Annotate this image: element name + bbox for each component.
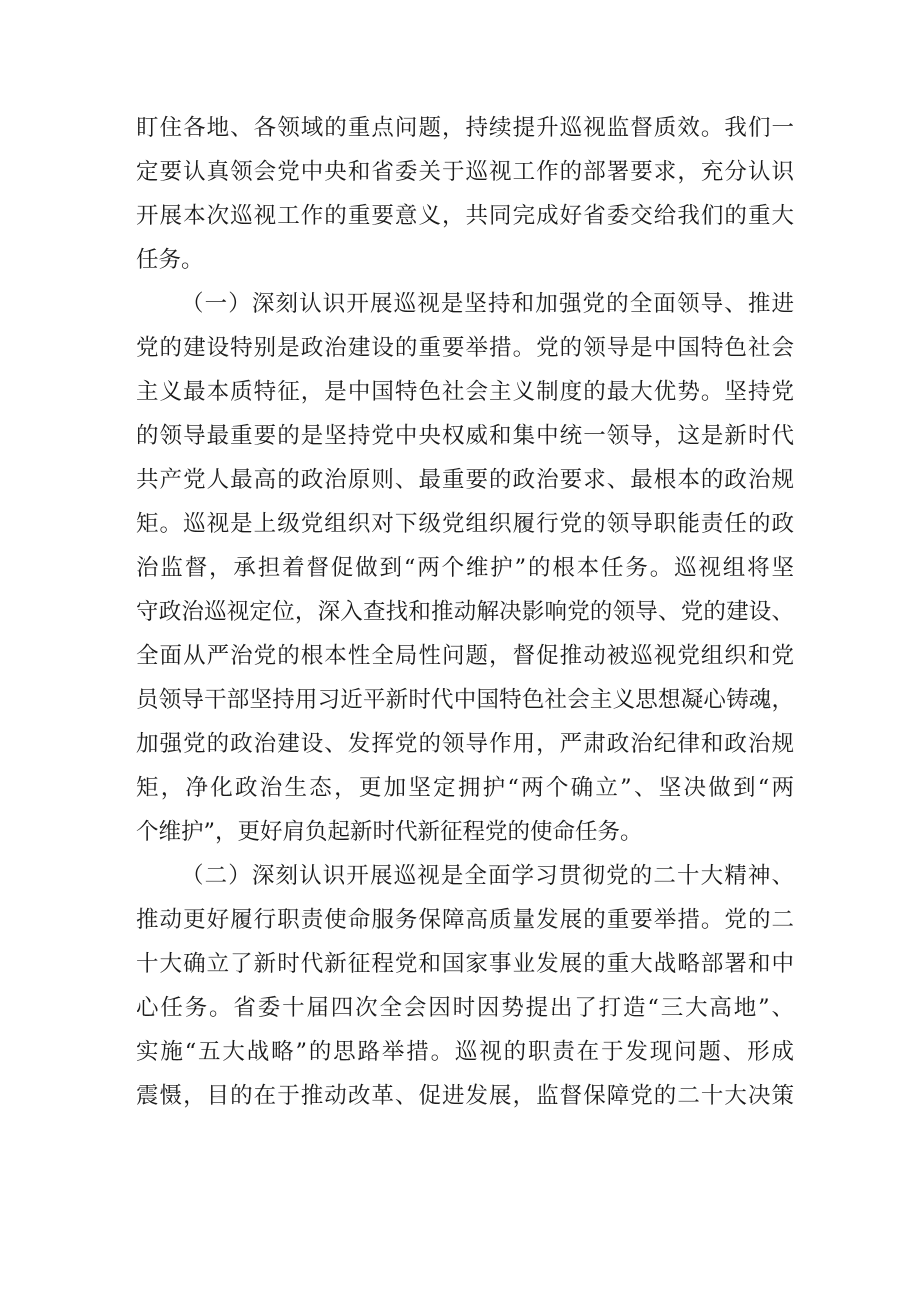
text-line: 实施“五大战略”的思路举措。巡视的职责在于发现问题、形成 [136,1039,794,1065]
text-line: 十大确立了新时代新征程党和国家事业发展的重大战略部署和中 [136,951,794,977]
text-line: 推动更好履行职责使命服务保障高质量发展的重要举措。党的二 [136,907,794,933]
document-body [136,106,794,1118]
text-line: 全面从严治党的根本性全局性问题，督促推动被巡视党组织和党 [136,643,794,669]
text-line: 主义最本质特征，是中国特色社会主义制度的最大优势。坚持党 [136,379,794,405]
text-line: （一）深刻认识开展巡视是坚持和加强党的全面领导、推进 [181,291,794,317]
text-line: 治监督，承担着督促做到“两个维护”的根本任务。巡视组将坚 [136,555,794,581]
text-line: 守政治巡视定位，深入查找和推动解决影响党的领导、党的建设、 [136,599,794,625]
text-line: 矩。巡视是上级党组织对下级党组织履行党的领导职能责任的政 [136,511,794,537]
text-line: 盯住各地、各领域的重点问题，持续提升巡视监督质效。我们一 [136,115,794,141]
text-line: （二）深刻认识开展巡视是全面学习贯彻党的二十大精神、 [181,863,794,889]
text-line: 员领导干部坚持用习近平新时代中国特色社会主义思想凝心铸魂， [136,687,794,713]
text-line: 个维护”，更好肩负起新时代新征程党的使命任务。 [136,819,643,845]
text-line: 党的建设特别是政治建设的重要举措。党的领导是中国特色社会 [136,335,794,361]
text-line: 共产党人最高的政治原则、最重要的政治要求、最根本的政治规 [136,467,794,493]
text-line: 心任务。省委十届四次全会因时因势提出了打造“三大高地”、 [136,995,794,1021]
text-line: 矩，净化政治生态，更加坚定拥护“两个确立”、坚决做到“两 [136,775,794,801]
text-line: 加强党的政治建设、发挥党的领导作用，严肃政治纪律和政治规 [136,731,794,757]
text-line: 开展本次巡视工作的重要意义，共同完成好省委交给我们的重大 [136,203,794,229]
text-line: 的领导最重要的是坚持党中央权威和集中统一领导，这是新时代 [136,423,794,449]
text-line: 定要认真领会党中央和省委关于巡视工作的部署要求，充分认识 [136,159,794,185]
text-line: 任务。 [136,247,204,273]
text-line: 震慑，目的在于推动改革、促进发展，监督保障党的二十大决策 [136,1083,794,1109]
